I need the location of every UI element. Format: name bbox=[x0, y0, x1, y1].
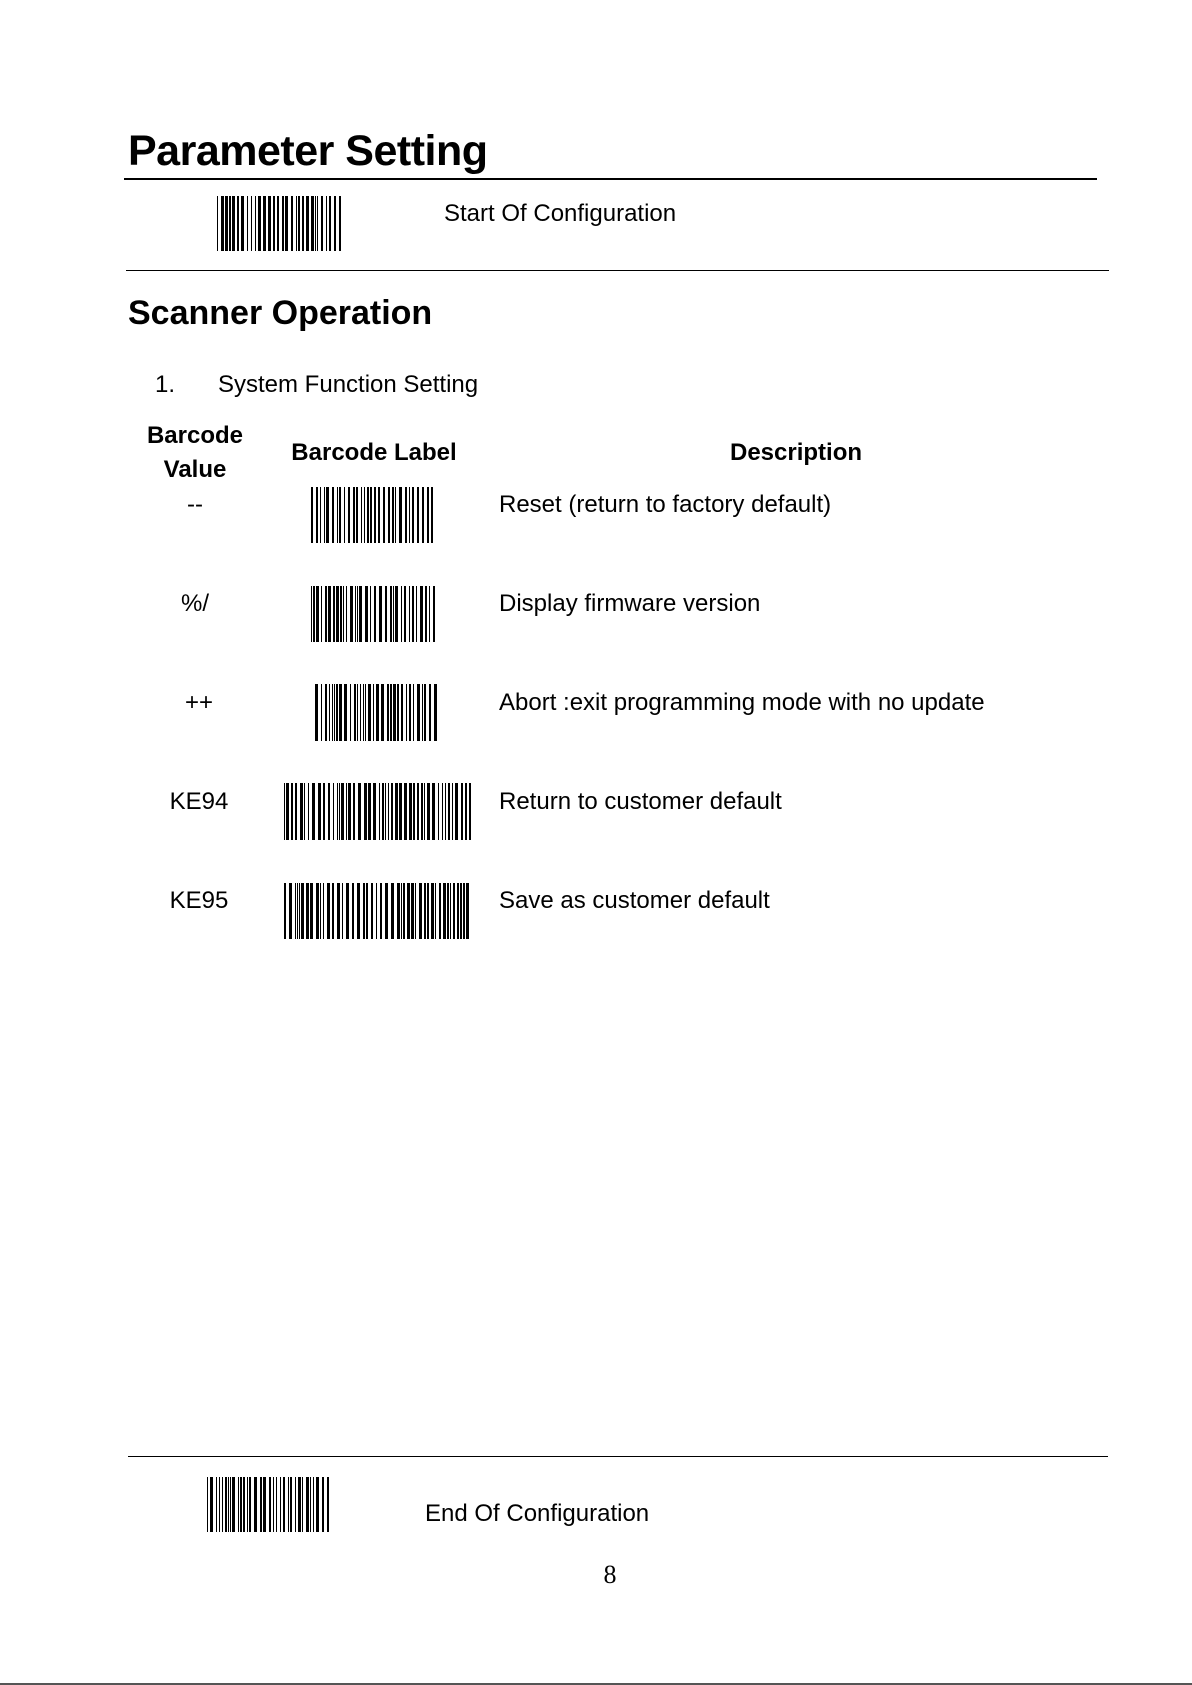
section-title: Scanner Operation bbox=[128, 294, 433, 332]
page-title: Parameter Setting bbox=[128, 127, 488, 175]
subsection-title: System Function Setting bbox=[218, 371, 479, 398]
table-header-value-line1: Barcode bbox=[146, 422, 244, 449]
end-config-divider bbox=[128, 1456, 1108, 1457]
table-row-value: ++ bbox=[184, 689, 214, 716]
subsection-number: 1. bbox=[155, 371, 176, 398]
table-row-value: KE95 bbox=[169, 887, 229, 914]
table-header-label: Barcode Label bbox=[291, 439, 457, 466]
table-header-description: Description bbox=[729, 439, 863, 466]
table-row-barcode bbox=[311, 487, 436, 543]
table-row-value: %/ bbox=[180, 590, 209, 617]
table-row-barcode bbox=[284, 783, 473, 840]
table-row-barcode bbox=[311, 586, 436, 642]
start-config-barcode bbox=[217, 196, 342, 251]
table-row-description: Return to customer default bbox=[499, 788, 782, 815]
title-underline bbox=[124, 178, 1097, 180]
table-row-barcode bbox=[284, 883, 473, 939]
table-row-description: Save as customer default bbox=[499, 887, 770, 914]
end-config-barcode bbox=[207, 1477, 332, 1532]
page-number: 8 bbox=[603, 1560, 617, 1589]
table-row-description: Abort :exit programming mode with no update bbox=[499, 689, 985, 716]
start-config-divider bbox=[126, 270, 1109, 271]
table-row-value: -- bbox=[187, 491, 203, 518]
table-row-description: Display firmware version bbox=[499, 590, 761, 617]
table-row-value: KE94 bbox=[169, 788, 229, 815]
table-header-value-line2: Value bbox=[163, 456, 227, 483]
table-row-description: Reset (return to factory default) bbox=[499, 491, 832, 518]
end-config-label: End Of Configuration bbox=[425, 1500, 650, 1527]
table-row-barcode bbox=[315, 684, 440, 741]
start-config-label: Start Of Configuration bbox=[444, 200, 677, 227]
table-header-value bbox=[125, 419, 265, 487]
